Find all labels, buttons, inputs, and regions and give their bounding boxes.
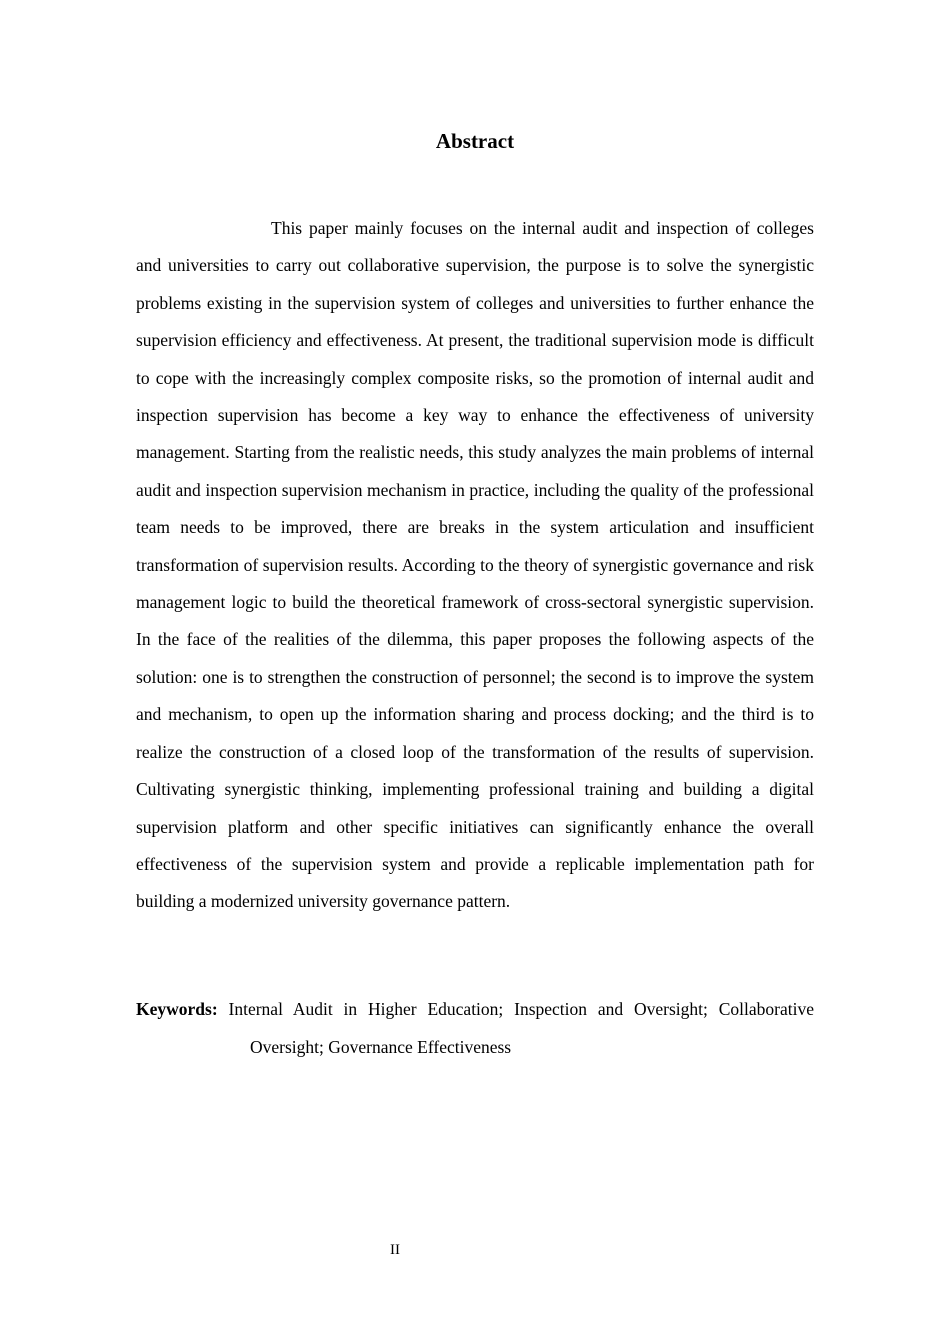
keywords-paragraph bbox=[136, 991, 814, 1066]
page-number: II bbox=[390, 1242, 400, 1258]
page-title: Abstract bbox=[435, 129, 515, 153]
abstract-paragraph: This paper mainly focuses on the internal audit and inspection of colleges and universities to carry out collaborative supervision, the purpose is to solve the synergistic problems existing in the supervision system of colleges and universities to further enhance the supervision efficiency and effectiveness. At present, the traditional supervision mode is difficult to cope with the increasingly complex composite risks, so the promotion of internal audit and inspection supervision has become a key way to enhance the effectiveness of university management. Starting from the realistic needs, this study analyzes the main problems of internal audit and inspection supervision mechanism in practice, including the quality of the professional team needs to be improved, there are breaks in the system articulation and insufficient transformation of supervision results. According to the theory of synergistic governance and risk management logic to build the theoretical framework of cross-sectoral synergistic supervision. In the face of the realities of the dilemma, this paper proposes the following aspects of the solution: one is to strengthen the construction of personnel; the second is to improve the system and mechanism, to open up the information sharing and process docking; and the third is to realize the construction of a closed loop of the transformation of the results of supervision. Cultivating synergistic thinking, implementing professional training and building a digital supervision platform and other specific initiatives can significantly enhance the overall effectiveness of the supervision system and provide a replicable implementation path for building a modernized university governance pattern. bbox=[136, 218, 814, 912]
keywords-text: Internal Audit in Higher Education; Inspection and Oversight; Collaborative Oversight; Governance Effectiveness bbox=[228, 999, 814, 1057]
keywords-label: Keywords: bbox=[136, 999, 218, 1019]
